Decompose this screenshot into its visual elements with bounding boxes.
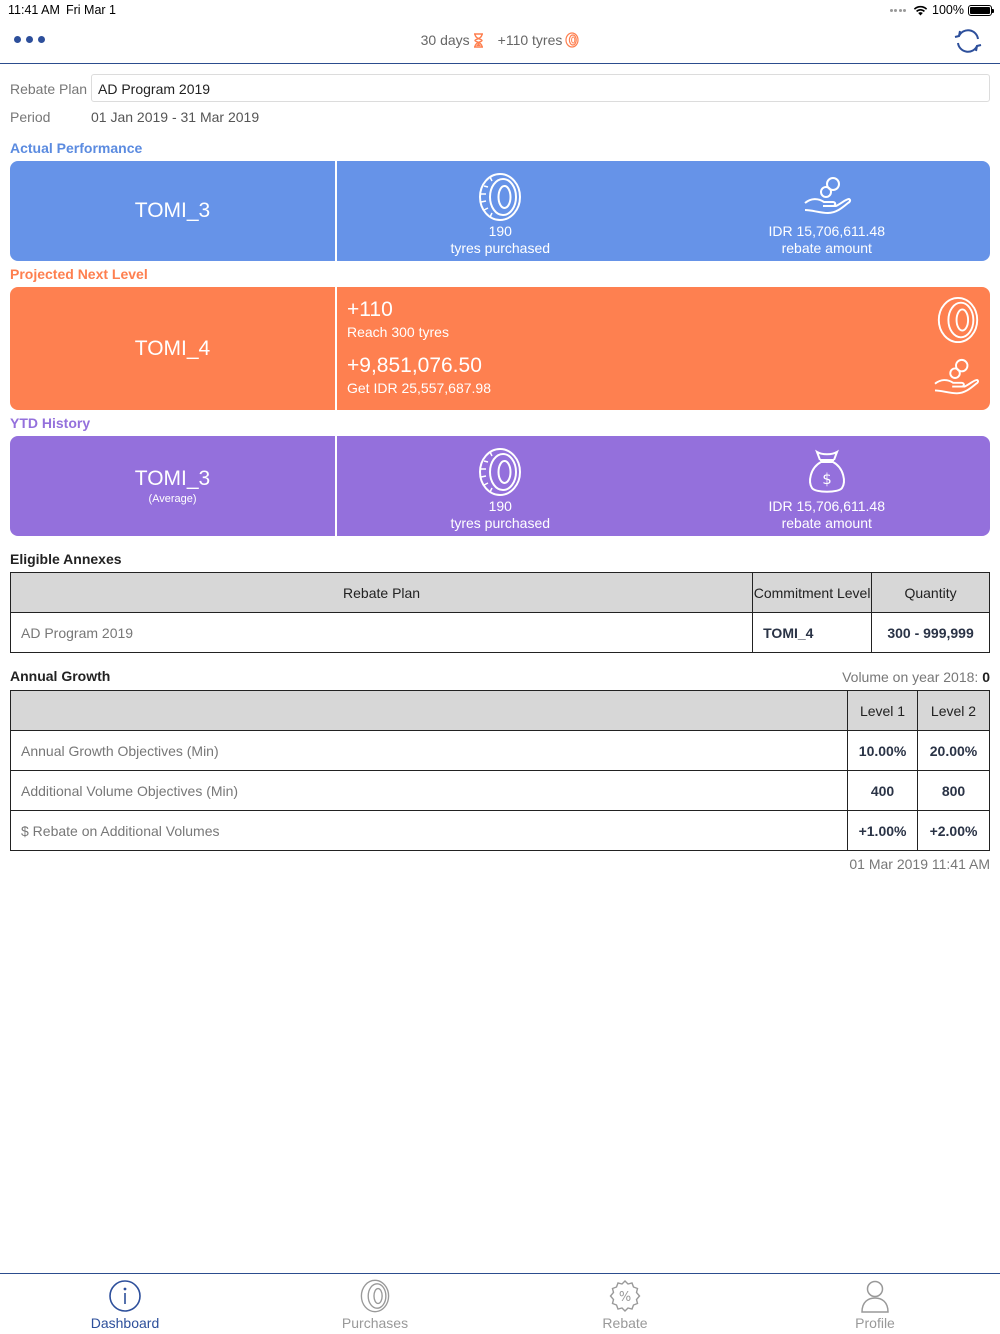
volume-on-year <box>842 669 990 685</box>
ytd-level <box>10 436 335 536</box>
annexes-header-quantity: Quantity <box>872 573 990 613</box>
tab-label: Rebate <box>602 1315 648 1331</box>
actual-level <box>10 161 335 261</box>
tyre-icon <box>565 32 579 48</box>
rebate-plan-row <box>10 74 990 102</box>
svg-text:%: % <box>618 1290 632 1305</box>
tyres-label: +110 tyres <box>497 32 563 48</box>
table-row <box>11 771 990 811</box>
actual-tyres-label: tyres purchased <box>450 240 551 256</box>
eligible-annexes-title: Eligible Annexes <box>10 551 122 567</box>
actual-rebate-value: IDR 15,706,611.48 <box>768 223 885 239</box>
tyres-needed <box>498 32 580 48</box>
tab-label: Purchases <box>341 1315 409 1331</box>
rebate-plan-label: Rebate Plan <box>10 81 88 97</box>
days-label: 30 days <box>420 32 470 48</box>
annexes-header-plan: Rebate Plan <box>11 573 753 613</box>
actual-tyres-value: 190 <box>488 223 512 239</box>
projected-next-level-title: Projected Next Level <box>10 266 148 282</box>
table-row <box>11 731 990 771</box>
growth-header-level1: Level 1 <box>848 691 918 731</box>
annex-plan: AD Program 2019 <box>11 613 753 653</box>
status-date: Fri Mar 1 <box>66 3 116 17</box>
actual-level-value: TOMI_3 <box>134 199 211 222</box>
battery-icon <box>968 5 992 16</box>
actual-performance-title: Actual Performance <box>10 140 143 156</box>
ytd-rebate-label: rebate amount <box>781 515 872 531</box>
projected-level-value: TOMI_4 <box>134 336 211 360</box>
svg-text:$: $ <box>821 470 832 488</box>
ytd-rebate-value: IDR 15,706,611.48 <box>768 498 885 514</box>
volume-value: 0 <box>982 669 990 685</box>
growth-row-level1: 400 <box>848 771 918 811</box>
tyre-icon <box>478 447 522 497</box>
projected-next-level-card <box>10 287 990 410</box>
status-bar <box>0 0 1000 20</box>
tab-label: Dashboard <box>90 1315 160 1331</box>
battery-percent: 100% <box>932 3 964 17</box>
tab-profile[interactable] <box>750 1274 1000 1334</box>
tab-rebate[interactable] <box>500 1274 750 1334</box>
period-value: 01 Jan 2019 - 31 Mar 2019 <box>91 109 260 125</box>
growth-row-label: Additional Volume Objectives (Min) <box>11 771 848 811</box>
status-time: 11:41 AM <box>8 3 60 17</box>
money-bag-icon <box>806 448 848 496</box>
period-label: Period <box>10 109 51 125</box>
last-updated-timestamp: 01 Mar 2019 11:41 AM <box>849 856 990 872</box>
projected-tyres-reach: Reach 300 tyres <box>347 324 449 340</box>
actual-rebate-metric <box>664 161 991 261</box>
wifi-icon <box>913 5 928 16</box>
volume-label: Volume on year 2018: <box>842 669 979 685</box>
growth-row-level2: +2.00% <box>918 811 990 851</box>
annual-growth-title: Annual Growth <box>10 668 111 684</box>
hand-coin-icon <box>802 175 852 219</box>
period-row <box>10 109 990 127</box>
info-icon <box>108 1279 142 1313</box>
table-row <box>11 811 990 851</box>
growth-row-label: Annual Growth Objectives (Min) <box>11 731 848 771</box>
tab-label: Profile <box>855 1315 895 1331</box>
ytd-history-card <box>10 436 990 536</box>
ytd-history-title: YTD History <box>10 415 91 431</box>
growth-header-level2: Level 2 <box>918 691 990 731</box>
tyre-icon <box>936 296 980 344</box>
tab-bar <box>0 1273 1000 1334</box>
ytd-tyres-label: tyres purchased <box>450 515 551 531</box>
annual-growth-table <box>10 690 990 851</box>
person-icon <box>860 1279 890 1313</box>
growth-row-level1: +1.00% <box>848 811 918 851</box>
growth-row-label: $ Rebate on Additional Volumes <box>11 811 848 851</box>
annex-quantity: 300 - 999,999 <box>872 613 990 653</box>
actual-rebate-label: rebate amount <box>781 240 872 256</box>
growth-row-level2: 800 <box>918 771 990 811</box>
percent-badge-icon <box>608 1279 642 1313</box>
projected-rebate-delta: +9,851,076.50 <box>347 354 482 377</box>
actual-performance-card <box>10 161 990 261</box>
rebate-plan-select[interactable]: AD Program 2019 <box>91 74 990 102</box>
ytd-level-sub: (Average) <box>148 493 197 505</box>
nav-bar <box>0 20 1000 64</box>
nav-summary <box>0 32 1000 48</box>
hand-coin-icon <box>932 357 980 399</box>
growth-row-level1: 10.00% <box>848 731 918 771</box>
tab-dashboard[interactable] <box>0 1274 250 1334</box>
ytd-tyres-value: 190 <box>488 498 512 514</box>
status-right <box>890 3 992 17</box>
growth-header-blank <box>11 691 848 731</box>
annexes-header-level: Commitment Level <box>753 573 872 613</box>
tyre-icon <box>360 1279 390 1313</box>
projected-level <box>10 287 335 410</box>
ytd-tyres-metric <box>337 436 664 536</box>
table-row[interactable] <box>11 613 990 653</box>
projected-tyres-delta: +110 <box>347 298 393 321</box>
ytd-rebate-metric <box>664 436 991 536</box>
actual-tyres-metric <box>337 161 664 261</box>
days-remaining <box>421 32 484 48</box>
tab-purchases[interactable] <box>250 1274 500 1334</box>
growth-row-level2: 20.00% <box>918 731 990 771</box>
refresh-icon[interactable] <box>952 25 984 57</box>
projected-rebate-get: Get IDR 25,557,687.98 <box>347 380 491 396</box>
eligible-annexes-table <box>10 572 990 653</box>
ytd-level-value: TOMI_3 <box>134 467 211 490</box>
signal-icon <box>890 9 907 12</box>
hourglass-icon <box>473 33 484 48</box>
annex-level: TOMI_4 <box>753 613 872 653</box>
tyre-icon <box>478 172 522 222</box>
